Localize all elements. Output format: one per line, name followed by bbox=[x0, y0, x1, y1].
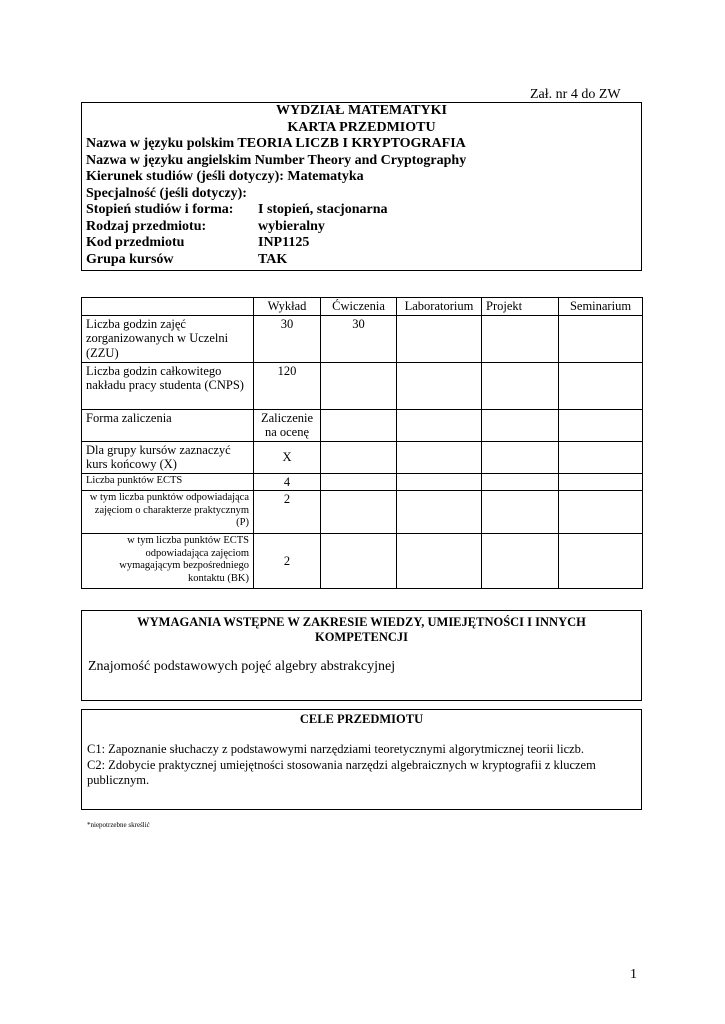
table-cell bbox=[482, 534, 559, 589]
table-cell bbox=[321, 491, 397, 534]
table-cell bbox=[482, 315, 559, 362]
card-title: KARTA PRZEDMIOTU bbox=[287, 119, 436, 135]
table-cell bbox=[559, 409, 643, 441]
course-type-label: Rodzaj przedmiotu: bbox=[86, 218, 207, 234]
study-level-row bbox=[82, 202, 641, 219]
column-header: Wykład bbox=[254, 298, 321, 316]
table-header-row bbox=[82, 298, 643, 316]
prerequisites-text: Znajomość podstawowych pojęć algebry abstrakcyjnej bbox=[88, 659, 396, 674]
table-cell: 2 bbox=[254, 491, 321, 534]
column-header: Ćwiczenia bbox=[321, 298, 397, 316]
table-cell bbox=[321, 534, 397, 589]
study-level-label: Stopień studiów i forma: bbox=[86, 202, 234, 217]
hours-table bbox=[81, 297, 643, 589]
table-cell bbox=[321, 473, 397, 491]
footnote: *niepotrzebne skreślić bbox=[87, 821, 150, 829]
row-label: Liczba godzin zajęć zorganizowanych w Uczelni (ZZU) bbox=[82, 315, 254, 362]
row-label: w tym liczba punktów odpowiadająca zajęciom o charakterze praktycznym (P) bbox=[82, 491, 254, 534]
table-cell: X bbox=[254, 441, 321, 473]
course-code-row bbox=[82, 235, 641, 252]
goal-c2: C2: Zdobycie praktycznej umiejętności stosowania narzędzi algebraicznych w kryptografii z kluczem publicznym. bbox=[87, 757, 596, 787]
course-group-row bbox=[82, 252, 641, 269]
table-row bbox=[82, 491, 643, 534]
faculty-title: WYDZIAŁ MATEMATYKI bbox=[276, 103, 447, 118]
table-cell bbox=[559, 473, 643, 491]
column-header: Projekt bbox=[482, 298, 559, 316]
table-row bbox=[82, 441, 643, 473]
study-level-value: I stopień, stacjonarna bbox=[258, 202, 388, 217]
table-cell bbox=[321, 409, 397, 441]
course-type-row bbox=[82, 219, 641, 236]
table-cell bbox=[397, 362, 482, 409]
prerequisites-box bbox=[81, 610, 642, 701]
table-corner-cell bbox=[82, 298, 254, 316]
row-label: Liczba punktów ECTS bbox=[82, 473, 254, 491]
row-label: Liczba godzin całkowitego nakładu pracy studenta (CNPS) bbox=[82, 362, 254, 409]
table-cell bbox=[482, 362, 559, 409]
table-cell bbox=[482, 409, 559, 441]
row-label: Dla grupy kursów zaznaczyć kurs końcowy (X) bbox=[82, 441, 254, 473]
table-cell: 2 bbox=[254, 534, 321, 589]
column-header: Laboratorium bbox=[397, 298, 482, 316]
goal-c1: C1: Zapoznanie słuchaczy z podstawowymi narzędziami teoretycznymi algorytmicznej teorii liczb. bbox=[87, 742, 585, 756]
course-header-box bbox=[81, 102, 642, 271]
row-label: w tym liczba punktów ECTS odpowiadająca zajęciom wymagającym bezpośredniego kontaktu (BK) bbox=[82, 534, 254, 589]
row-label: Forma zaliczenia bbox=[82, 409, 254, 441]
column-header: Seminarium bbox=[559, 298, 643, 316]
table-cell bbox=[559, 491, 643, 534]
table-row bbox=[82, 362, 643, 409]
table-row bbox=[82, 534, 643, 589]
table-cell: Zaliczenie na ocenę bbox=[254, 409, 321, 441]
name-english: Nazwa w języku angielskim Number Theory and Cryptography bbox=[86, 152, 467, 168]
table-row bbox=[82, 473, 643, 491]
table-cell bbox=[397, 441, 482, 473]
table-row bbox=[82, 409, 643, 441]
goals-title: CELE PRZEDMIOTU bbox=[299, 712, 424, 726]
course-code-value: INP1125 bbox=[258, 235, 310, 250]
name-polish: Nazwa w języku polskim TEORIA LICZB I KRYPTOGRAFIA bbox=[86, 136, 466, 151]
goals-list bbox=[82, 727, 641, 789]
table-cell: 30 bbox=[254, 315, 321, 362]
table-cell bbox=[397, 473, 482, 491]
table-cell bbox=[397, 315, 482, 362]
table-cell: 4 bbox=[254, 473, 321, 491]
table-cell bbox=[482, 491, 559, 534]
course-goals-box bbox=[81, 709, 642, 810]
table-cell: 120 bbox=[254, 362, 321, 409]
table-cell bbox=[397, 534, 482, 589]
table-cell bbox=[559, 362, 643, 409]
course-type-value: wybieralny bbox=[258, 218, 325, 234]
table-cell bbox=[397, 491, 482, 534]
table-cell bbox=[397, 409, 482, 441]
table-cell bbox=[482, 473, 559, 491]
table-cell: 30 bbox=[321, 315, 397, 362]
table-cell bbox=[559, 441, 643, 473]
specialization: Specjalność (jeśli dotyczy): bbox=[86, 185, 247, 201]
course-code-label: Kod przedmiotu bbox=[86, 235, 185, 250]
table-row bbox=[82, 315, 643, 362]
field-of-study: Kierunek studiów (jeśli dotyczy): Matematyka bbox=[86, 169, 364, 184]
table-cell bbox=[559, 315, 643, 362]
course-group-label: Grupa kursów bbox=[86, 251, 174, 267]
attachment-note: Zał. nr 4 do ZW bbox=[530, 87, 621, 102]
course-group-value: TAK bbox=[258, 251, 288, 267]
prerequisites-title: WYMAGANIA WSTĘPNE W ZAKRESIE WIEDZY, UMIEJĘTNOŚCI I INNYCH KOMPETENCJI bbox=[137, 615, 586, 644]
table-cell bbox=[321, 362, 397, 409]
table-cell bbox=[321, 441, 397, 473]
table-cell bbox=[559, 534, 643, 589]
page-number: 1 bbox=[630, 967, 637, 982]
table-cell bbox=[482, 441, 559, 473]
